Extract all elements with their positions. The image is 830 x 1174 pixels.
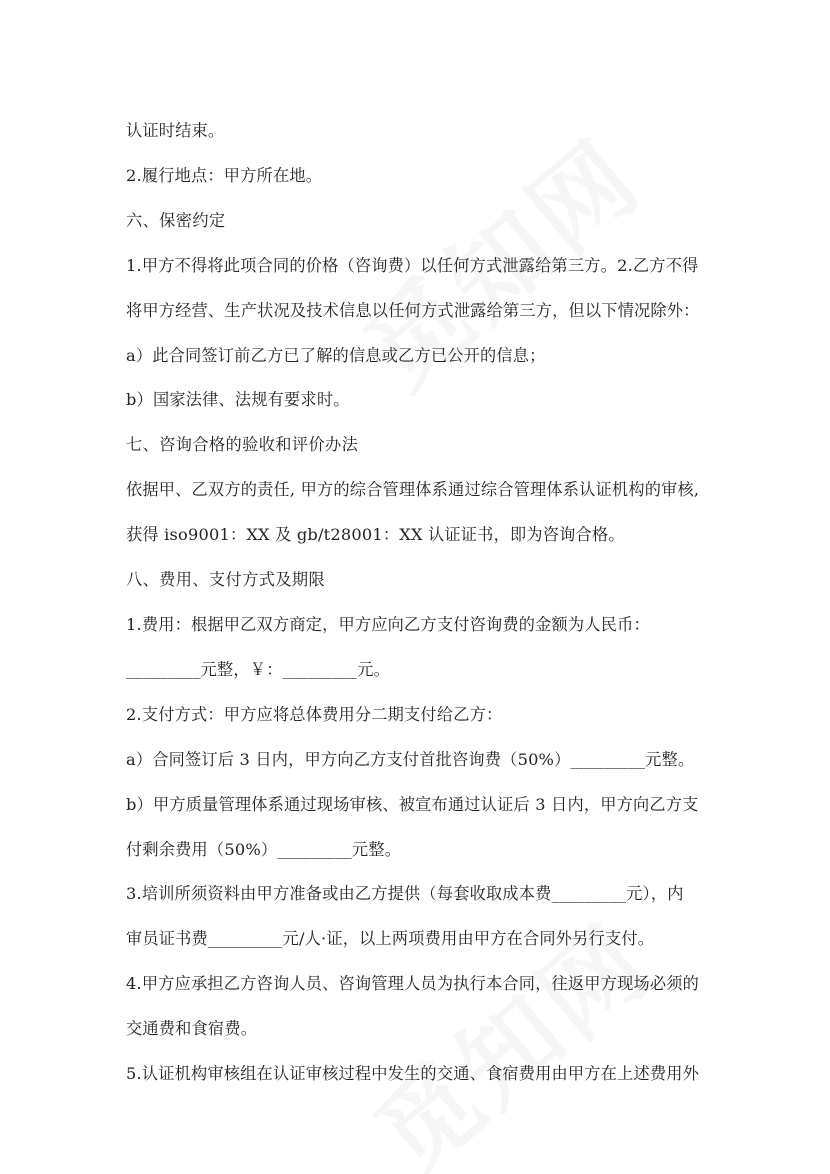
section-heading: 六、保密约定 [126,210,226,230]
text-line: 付剩余费用（50%）_________元整。 [126,839,402,859]
document-body [126,109,706,1097]
text-line: 获得 iso9001：XX 及 gb/t28001：XX 认证证书，即为咨询合格。 [126,525,625,545]
text-line: 依据甲、乙双方的责任, 甲方的综合管理体系通过综合管理体系认证机构的审核, [126,480,700,500]
text-line: 将甲方经营、生产状况及技术信息以任何方式泄露给第三方，但以下情况除外： [126,300,700,320]
text-line: a）此合同签订前乙方已了解的信息或乙方已公开的信息； [126,345,546,365]
text-line: 5.认证机构审核组在认证审核过程中发生的交通、食宿费用由甲方在上述费用外 [126,1064,700,1084]
text-line: b）国家法律、法规有要求时。 [126,390,350,410]
text-line: _________元整，￥：_________元。 [126,659,390,679]
text-line: 审员证书费_________元/人·证，以上两项费用由甲方在合同外另行支付。 [126,929,655,949]
text-line: 交通费和食宿费。 [126,1019,258,1039]
text-line: 认证时结束。 [126,121,225,140]
section-heading: 八、费用、支付方式及期限 [126,570,326,590]
text-line: 2.履行地点：甲方所在地。 [126,165,323,185]
text-line: b）甲方质量管理体系通过现场审核、被宣布通过认证后 3 日内，甲方向乙方支 [126,794,699,814]
text-line: a）合同签订后 3 日内，甲方向乙方支付首批咨询费（50%）_________元整。 [126,749,695,769]
section-heading: 七、咨询合格的验收和评价办法 [126,435,359,455]
text-line: 2.支付方式：甲方应将总体费用分二期支付给乙方： [126,704,503,724]
text-line: 1.甲方不得将此项合同的价格（咨询费）以任何方式泄露给第三方。2.乙方不得 [126,255,699,275]
text-line: 3.培训所须资料由甲方准备或由乙方提供（每套收取成本费_________元），内 [126,884,684,904]
text-line: 4.甲方应承担乙方咨询人员、咨询管理人员为执行本合同，往返甲方现场必须的 [126,974,700,994]
text-line: 1.费用：根据甲乙双方商定，甲方应向乙方支付咨询费的金额为人民币： [126,614,650,634]
